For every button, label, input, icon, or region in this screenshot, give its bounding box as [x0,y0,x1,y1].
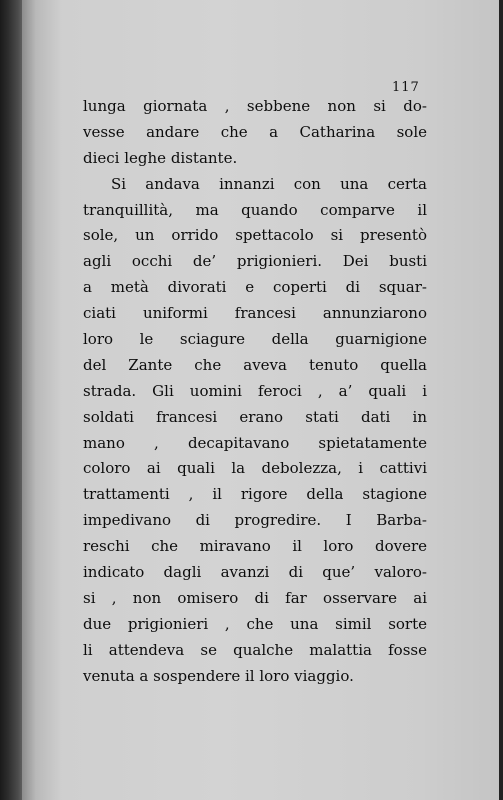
page-number: 117 [392,80,420,95]
text-line: ciati uniformi francesi annunziarono [83,304,427,323]
text-line: vesse andare che a Catharina sole [83,122,427,141]
page-paper [22,0,503,800]
text-line: venuta a sospendere il loro viaggio. [83,666,354,685]
text-line: coloro ai quali la debolezza, i cattivi [83,459,427,478]
text-line: agli occhi de’ prigionieri. Dei busti [83,252,427,271]
text-line: due prigionieri , che una simil sorte [83,614,427,633]
text-line: si , non omisero di far osservare ai [83,588,427,607]
text-line: impedivano di progredire. I Barba- [83,511,427,530]
text-line: tranquillità, ma quando comparve il [83,200,427,219]
text-line: sole, un orrido spettacolo si presentò [83,226,427,245]
text-line: mano , decapitavano spietatamente [83,433,427,452]
text-line: dieci leghe distante. [83,148,238,167]
body-text [83,94,427,689]
text-line: indicato dagli avanzi di que’ valoro- [83,563,427,582]
text-line: loro le sciagure della guarnigione [83,330,427,349]
text-line: reschi che miravano il loro dovere [83,537,427,556]
text-line: Si andava innanzi con una certa [111,174,427,193]
text-line: a metà divorati e coperti di squar- [83,278,427,297]
text-line: soldati francesi erano stati dati in [83,407,427,426]
text-line: strada. Gli uomini feroci , a’ quali i [83,381,427,400]
text-line: lunga giornata , sebbene non si do- [83,97,427,115]
text-line: li attendeva se qualche malattia fosse [83,640,427,659]
text-line: trattamenti , il rigore della stagione [83,485,427,504]
text-line: del Zante che aveva tenuto quella [83,355,427,374]
